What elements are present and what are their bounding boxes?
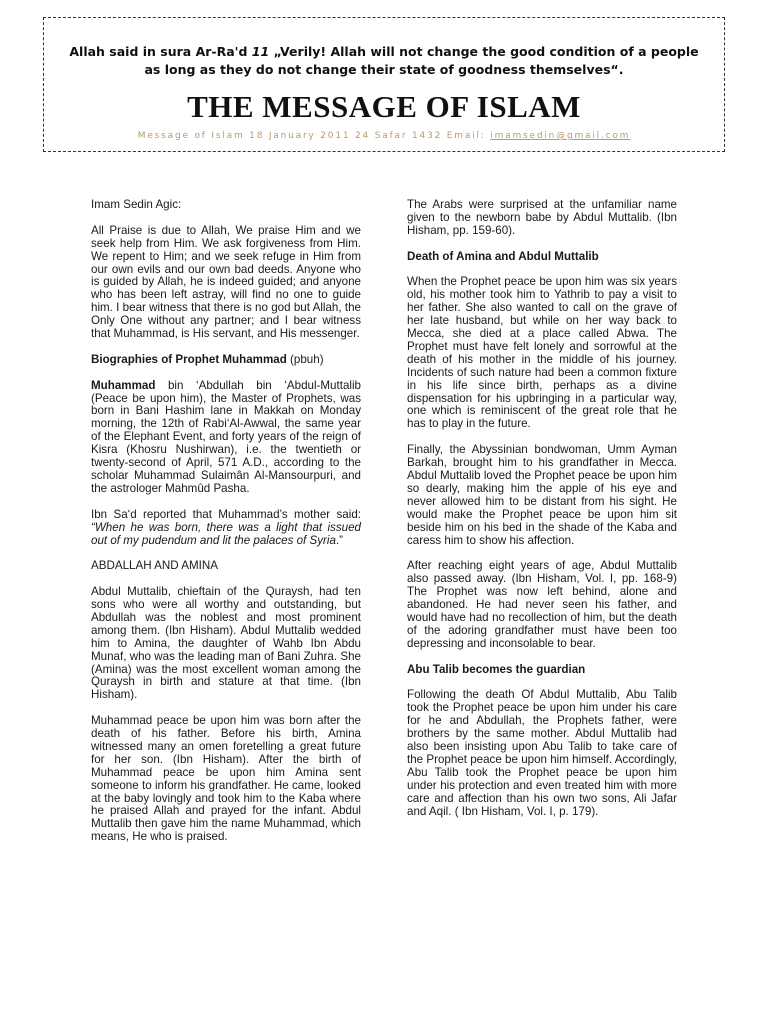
- quote-verse-number: 11: [251, 44, 270, 59]
- quote-text: „Verily! Allah will not change the good condition of a people as long as they do not change their state of goodness themselves“.: [144, 44, 699, 77]
- section-heading: Abu Talib becomes the guardian: [407, 662, 586, 676]
- page-title: THE MESSAGE OF ISLAM: [187, 89, 581, 124]
- paragraph: When the Prophet peace be upon him was six years old, his mother took him to Yathrib to pay a visit to her father. She also wanted to call on the grave of her late husband, but while on her way back to Mecca, she died at a place called Abwa. The Prophet must have felt lonely and sorrowful at the death of his mother in the middle of his journey. Incidents of such nature had been a common fixture in his life since birth, perhaps as a divine dispensation for his upbringing in a particular way, one which is reminiscent of the great role that he has to play in the future.: [407, 275, 677, 431]
- heading-suffix: (pbuh): [286, 352, 324, 366]
- paragraph-body: bin ‘Abdullah bin ‘Abdul-Muttalib (Peace be upon him), the Master of Prophets, was born in Bani Hashim lane in Makkah on Monday morning, the 12th of Rabi‘Al-Awwal, the same year of the Elephant Event, and forty years of the reign of Kisra (Khosru Nushirwan), i.e. the twentieth or twenty-second of April, 571 A.D., according to the scholar Muhammad Sulaimân Al-Mansourpuri, and the astrologer Mahmûd Pasha.: [91, 378, 361, 495]
- paragraph: [91, 380, 361, 496]
- meta-line: [44, 131, 724, 141]
- quran-quote: [64, 43, 704, 79]
- paragraph: Abdul Muttalib, chieftain of the Quraysh, had ten sons who were all worthy and outstanding, but Abdullah was the noblest and most prominent among them. (Ibn Hisham). Abdul Muttalib wedded him to Amina, the daughter of Wahb Ibn Abdu Munaf, who was the leading man of Bani Zuhra. She (Amina) was the most excellent woman among the Quraysh in birth and stature at that time. (Ibn Hisham).: [91, 585, 361, 702]
- author-line: Imam Sedin Agic:: [91, 198, 182, 211]
- paragraph: Finally, the Abyssinian bondwoman, Umm Ayman Barkah, brought him to his grandfather in Mecca. Abdul Muttalib loved the Prophet peace be upon him so dearly, making him the apple of his eye and never allowed him to be distant from his sight. He would make the Prophet peace be upon him sit beside him on his bed in the shade of the Kaba and caress him to show his affection.: [407, 443, 677, 547]
- paragraph: Muhammad peace be upon him was born after the death of his father. Before his birth, Amina witnessed many an omen foretelling a great future for her son. (Ibn Hisham). After the birth of Muhammad peace be upon him Amina sent someone to inform his grandfather. He came, looked at the baby lovingly and took him to the Kaba where he praised Allah and prayed for the infant. Abdul Muttalib then gave him the name Muhammad, which means, He who is praised.: [91, 714, 361, 844]
- masthead: [43, 17, 725, 152]
- quote-prefix: Allah said in sura Ar-Ra'd: [69, 44, 248, 59]
- right-column: [407, 199, 677, 831]
- paragraph-lead: Muhammad: [91, 378, 156, 392]
- paragraph: All Praise is due to Allah, We praise Him and we seek help from Him. We ask forgiveness from Him. We repent to Him; and we seek refuge in Him from our own evils and our own bad deeds. Anyone who is guided by Allah, he is indeed guided; and anyone who has been left astray, will find no one to guide him. I bear witness that there is no god but Allah, the Only One without any partner; and I bear witness that Muhammad, is His servant, and His messenger.: [91, 223, 361, 341]
- meta-text: Message of Islam 18 January 2011 24 Safar 1432 Email:: [137, 131, 486, 141]
- paragraph-end: .”: [335, 533, 343, 547]
- left-column: [91, 199, 361, 857]
- section-heading: [91, 354, 361, 367]
- paragraph: After reaching eight years of age, Abdul Muttalib also passed away. (Ibn Hisham, Vol. I, pp. 168-9) The Prophet was now left behind, alone and abandoned. He had never seen his father, and would have had no recollection of him, but the death of the adoring grandfather must have been too depressing and inconsolable to bear.: [407, 559, 677, 650]
- paragraph: [91, 509, 361, 548]
- heading-bold: Biographies of Prophet Muhammad: [91, 352, 287, 366]
- email-link[interactable]: imamsedin@gmail.com: [490, 131, 631, 141]
- section-heading: ABDALLAH AND AMINA: [91, 559, 218, 573]
- section-heading: Death of Amina and Abdul Muttalib: [407, 249, 599, 263]
- paragraph: Following the death Of Abdul Muttalib, Abu Talib took the Prophet peace be upon him under his care for he and Abdullah, the Prophets father, were brothers by the same mother. Abdul Muttalib had also been insisting upon Abu Talib to take care of the Prophet peace be upon him himself. Accordingly, Abu Talib took the Prophet peace be upon him under his protection and even treated him with more care and affection than his own two sons, Ali Jafar and Aqil. ( Ibn Hisham, Vol. I, p. 179).: [407, 688, 677, 818]
- paragraph: The Arabs were surprised at the unfamiliar name given to the newborn babe by Abdul Muttalib. (Ibn Hisham, pp. 159-60).: [407, 198, 677, 237]
- paragraph-intro: Ibn Sa‘d reported that Muhammad’s mother said:: [91, 507, 361, 521]
- paragraph-quote: “When he was born, there was a light that issued out of my pudendum and lit the palaces of Syria: [91, 520, 361, 547]
